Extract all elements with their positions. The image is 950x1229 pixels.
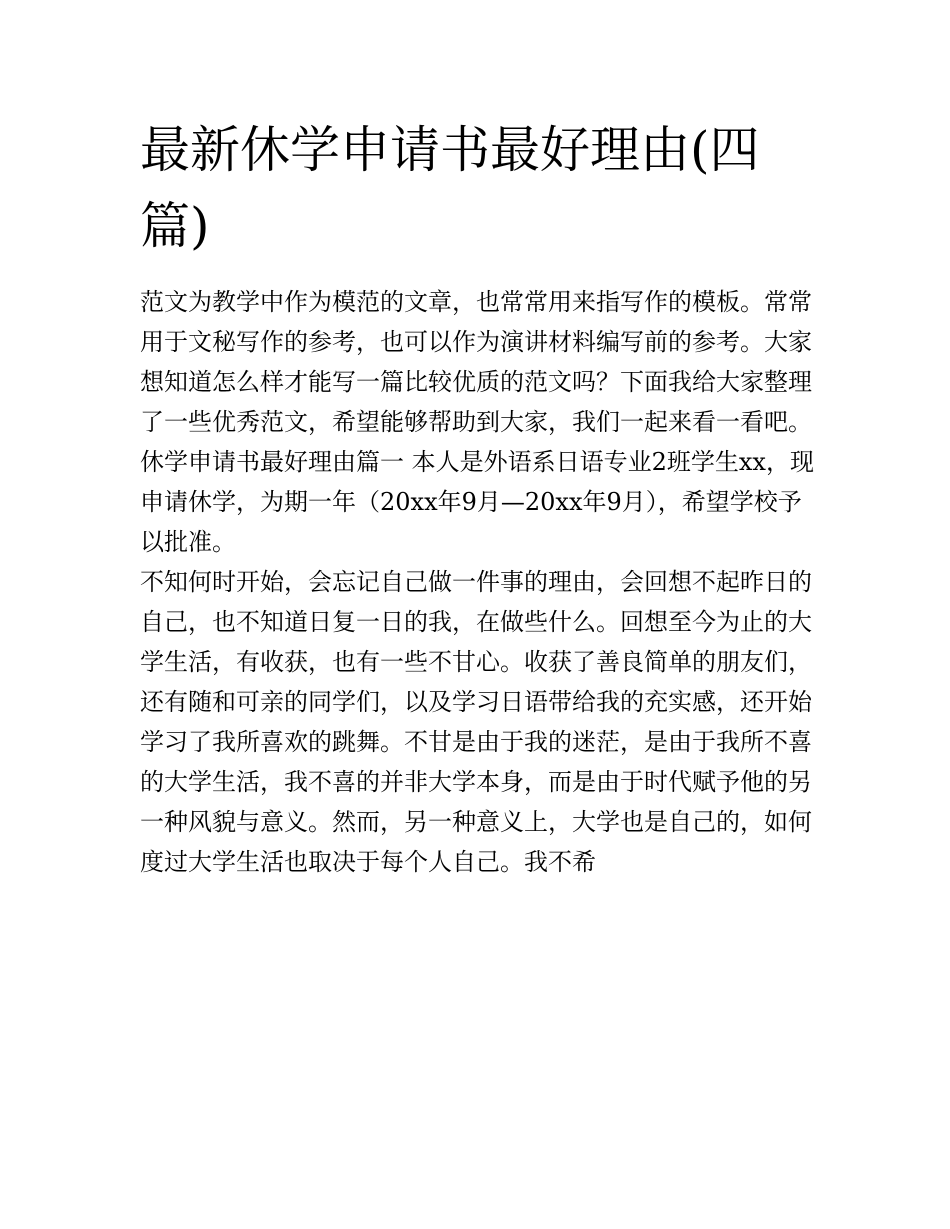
paragraph-application: 休学申请书最好理由篇一 本人是外语系日语专业2班学生xx，现申请休学，为期一年（20xx年9月—20xx年9月），希望学校予以批准。 <box>140 448 814 556</box>
paragraph-intro: 范文为教学中作为模范的文章，也常常用来指写作的模板。常常用于文秘写作的参考，也可以作为演讲材料编写前的参考。大家想知道怎么样才能写一篇比较优质的范文吗？下面我给大家整理了一些优秀范文，希望能够帮助到大家，我们一起来看一看吧。 <box>140 288 812 436</box>
paragraph-reason: 不知何时开始，会忘记自己做一件事的理由，会回想不起昨日的自己，也不知道日复一日的我，在做些什么。回想至今为止的大学生活，有收获，也有一些不甘心。收获了善良简单的朋友们，还有随和可亲的同学们，以及学习日语带给我的充实感，还开始学习了我所喜欢的跳舞。不甘是由于我的迷茫，是由于我所不喜的大学生活，我不喜的并非大学本身，而是由于时代赋予他的另一种风貌与意义。然而，另一种意义上，大学也是自己的，如何度过大学生活也取决于每个人自己。我不希 <box>140 568 812 876</box>
document-title: 最新休学申请书最好理由(四篇) <box>140 121 760 255</box>
document-body <box>140 282 820 882</box>
